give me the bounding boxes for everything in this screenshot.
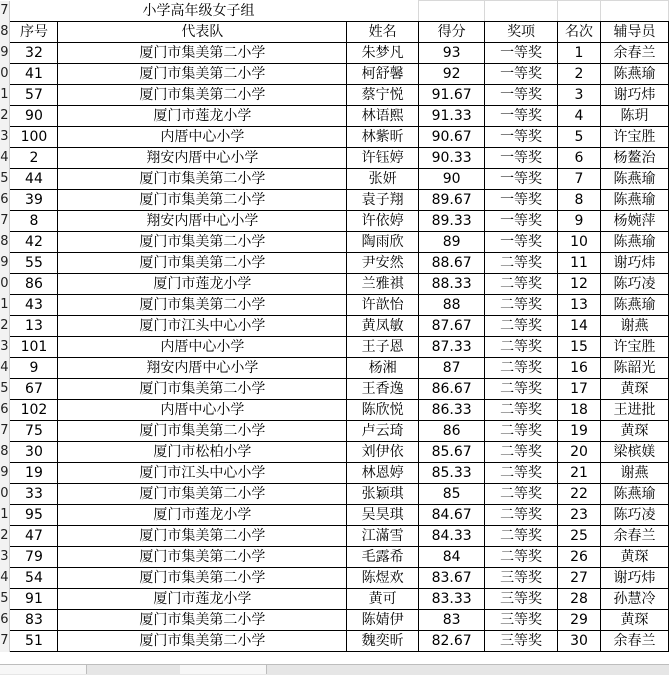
cell-score[interactable]: 91.33 [419,106,485,127]
table-row [0,211,669,232]
cell-coach[interactable]: 许宝胜 [601,337,669,358]
cell-name[interactable]: 袁子翔 [347,190,419,211]
cell-name[interactable]: 林紫昕 [347,127,419,148]
sheet-tab[interactable] [0,665,87,674]
row-number[interactable]: 7 [0,631,10,652]
row-number[interactable]: 6 [0,610,10,631]
table-row [0,106,669,127]
cell-score[interactable]: 85.33 [419,463,485,484]
sheet-tab[interactable] [180,665,267,674]
cell-award[interactable]: 三等奖 [485,589,558,610]
cell-award[interactable]: 一等奖 [485,85,558,106]
cell-score[interactable]: 84.33 [419,526,485,547]
cell-name[interactable]: 柯舒馨 [347,64,419,85]
table-row [0,316,669,337]
cell-seq[interactable]: 32 [10,43,58,64]
cell-team[interactable]: 厦门市莲龙小学 [58,589,347,610]
row-number[interactable]: 3 [0,547,10,568]
cell-award[interactable]: 三等奖 [485,631,558,652]
cell-award[interactable]: 二等奖 [485,526,558,547]
cell-team[interactable]: 厦门市江头中心小学 [58,463,347,484]
cell-score[interactable]: 86.33 [419,400,485,421]
cell-team[interactable]: 厦门市集美第二小学 [58,568,347,589]
cell-coach[interactable]: 陈燕瑜 [601,169,669,190]
cell-rank[interactable]: 17 [558,379,601,400]
table-row [0,400,669,421]
table-row [0,568,669,589]
cell-score[interactable]: 89.67 [419,190,485,211]
cell-name[interactable]: 魏奕昕 [347,631,419,652]
cell-coach[interactable]: 黄琛 [601,421,669,442]
row-number[interactable]: 8 [0,232,10,253]
cell-team[interactable]: 厦门市集美第二小学 [58,232,347,253]
cell-name[interactable]: 陈婧伊 [347,610,419,631]
cell-score[interactable]: 89 [419,232,485,253]
cell-score[interactable]: 84 [419,547,485,568]
cell-coach[interactable]: 谢巧炜 [601,568,669,589]
column-header-name[interactable]: 姓名 [347,22,419,43]
cell-seq[interactable]: 42 [10,232,58,253]
cell-coach[interactable]: 黄琛 [601,547,669,568]
cell-rank[interactable]: 19 [558,421,601,442]
cell-name[interactable]: 卢云琦 [347,421,419,442]
cell-seq[interactable]: 95 [10,505,58,526]
cell-coach[interactable]: 黄琛 [601,379,669,400]
cell-name[interactable]: 刘伊依 [347,442,419,463]
table-row [0,463,669,484]
cell-coach[interactable]: 谢燕 [601,463,669,484]
table-row [0,379,669,400]
cell-award[interactable]: 一等奖 [485,211,558,232]
cell-score[interactable]: 89.33 [419,211,485,232]
cell-score[interactable]: 87.67 [419,316,485,337]
cell-award[interactable]: 二等奖 [485,253,558,274]
row-number[interactable]: 1 [0,295,10,316]
cell-rank[interactable]: 12 [558,274,601,295]
table-row [0,190,669,211]
table-row [0,484,669,505]
cell-award[interactable]: 二等奖 [485,316,558,337]
cell-seq[interactable]: 33 [10,484,58,505]
cell-seq[interactable]: 43 [10,295,58,316]
cell-team[interactable]: 厦门市集美第二小学 [58,421,347,442]
cell-name[interactable]: 林语熙 [347,106,419,127]
table-row [0,64,669,85]
row-number[interactable]: 3 [0,127,10,148]
cell-team[interactable]: 内厝中心小学 [58,127,347,148]
cell-score[interactable]: 90 [419,169,485,190]
cell-coach[interactable]: 陈燕瑜 [601,484,669,505]
cell-coach[interactable]: 陈燕瑜 [601,232,669,253]
row-number[interactable]: 7 [0,1,10,22]
cell-rank[interactable]: 26 [558,547,601,568]
cell-seq[interactable]: 8 [10,211,58,232]
cell-team[interactable]: 厦门市集美第二小学 [58,526,347,547]
cell-team[interactable]: 厦门市集美第二小学 [58,169,347,190]
cell-seq[interactable]: 9 [10,358,58,379]
cell-award[interactable]: 一等奖 [485,64,558,85]
cell-team[interactable]: 厦门市集美第二小学 [58,547,347,568]
cell-coach[interactable]: 杨婉萍 [601,211,669,232]
cell-score[interactable]: 86 [419,421,485,442]
cell-rank[interactable]: 29 [558,610,601,631]
cell-team[interactable]: 厦门市莲龙小学 [58,106,347,127]
cell-name[interactable]: 尹安然 [347,253,419,274]
cell-score[interactable]: 93 [419,43,485,64]
cell-award[interactable]: 三等奖 [485,568,558,589]
cell-score[interactable]: 85 [419,484,485,505]
cell-team[interactable]: 厦门市集美第二小学 [58,85,347,106]
cell-rank[interactable]: 14 [558,316,601,337]
cell-name[interactable]: 陶雨欣 [347,232,419,253]
cell-seq[interactable]: 13 [10,316,58,337]
cell-name[interactable]: 陈欣悦 [347,400,419,421]
cell-seq[interactable]: 2 [10,148,58,169]
cell-award[interactable]: 三等奖 [485,610,558,631]
cell-rank[interactable]: 18 [558,400,601,421]
table-row [0,337,669,358]
cell-coach[interactable]: 陈燕瑜 [601,64,669,85]
cell-seq[interactable]: 55 [10,253,58,274]
cell-score[interactable]: 85.67 [419,442,485,463]
cell-score[interactable]: 90.33 [419,148,485,169]
cell-seq[interactable]: 86 [10,274,58,295]
cell-name[interactable]: 陈煜欢 [347,568,419,589]
cell-team[interactable]: 厦门市集美第二小学 [58,631,347,652]
cell-seq[interactable]: 47 [10,526,58,547]
cell-rank[interactable]: 6 [558,148,601,169]
row-number[interactable]: 9 [0,463,10,484]
cell-team[interactable]: 翔安内厝中心小学 [58,358,347,379]
cell-coach[interactable]: 黄琛 [601,610,669,631]
cell-award[interactable]: 一等奖 [485,232,558,253]
cell-rank[interactable]: 25 [558,526,601,547]
row-number[interactable]: 3 [0,337,10,358]
cell-award[interactable]: 一等奖 [485,190,558,211]
row-number[interactable]: 5 [0,589,10,610]
cell-seq[interactable]: 83 [10,610,58,631]
cell-rank[interactable]: 22 [558,484,601,505]
cell-seq[interactable]: 100 [10,127,58,148]
empty-cell[interactable] [419,1,485,22]
cell-rank[interactable]: 28 [558,589,601,610]
table-row [0,169,669,190]
cell-award[interactable]: 二等奖 [485,337,558,358]
cell-rank[interactable]: 21 [558,463,601,484]
cell-score[interactable]: 82.67 [419,631,485,652]
column-header-score[interactable]: 得分 [419,22,485,43]
cell-team[interactable]: 厦门市集美第二小学 [58,610,347,631]
row-number[interactable]: 2 [0,526,10,547]
cell-seq[interactable]: 67 [10,379,58,400]
row-number[interactable]: 0 [0,484,10,505]
cell-seq[interactable]: 30 [10,442,58,463]
row-number[interactable]: 1 [0,85,10,106]
cell-team[interactable]: 内厝中心小学 [58,400,347,421]
table-row [0,295,669,316]
column-header-award[interactable]: 奖项 [485,22,558,43]
cell-rank[interactable]: 13 [558,295,601,316]
row-number[interactable]: 0 [0,64,10,85]
cell-score[interactable]: 83.67 [419,568,485,589]
cell-team[interactable]: 厦门市集美第二小学 [58,295,347,316]
cell-score[interactable]: 87 [419,358,485,379]
table-row [0,589,669,610]
row-number[interactable]: 8 [0,22,10,43]
cell-coach[interactable]: 谢巧炜 [601,85,669,106]
column-header-rank[interactable]: 名次 [558,22,601,43]
cell-score[interactable]: 90.67 [419,127,485,148]
cell-name[interactable]: 毛露希 [347,547,419,568]
table-row [0,232,669,253]
table-row [0,505,669,526]
cell-seq[interactable]: 90 [10,106,58,127]
cell-name[interactable]: 江滿雪 [347,526,419,547]
cell-seq[interactable]: 57 [10,85,58,106]
cell-name[interactable]: 许歆怡 [347,295,419,316]
cell-seq[interactable]: 41 [10,64,58,85]
cell-coach[interactable]: 孙慧冷 [601,589,669,610]
cell-name[interactable]: 黄凤敏 [347,316,419,337]
cell-seq[interactable]: 54 [10,568,58,589]
row-number[interactable]: 6 [0,400,10,421]
cell-coach[interactable]: 梁槟媄 [601,442,669,463]
cell-name[interactable]: 王香逸 [347,379,419,400]
cell-award[interactable]: 二等奖 [485,274,558,295]
cell-name[interactable]: 张妍 [347,169,419,190]
table-row [0,421,669,442]
cell-award[interactable]: 一等奖 [485,169,558,190]
cell-coach[interactable]: 余春兰 [601,631,669,652]
cell-name[interactable]: 兰雅祺 [347,274,419,295]
cell-score[interactable]: 83.33 [419,589,485,610]
row-number[interactable]: 5 [0,169,10,190]
cell-award[interactable]: 二等奖 [485,484,558,505]
cell-rank[interactable]: 27 [558,568,601,589]
cell-name[interactable]: 许依婷 [347,211,419,232]
cell-coach[interactable]: 陈巧凌 [601,274,669,295]
cell-rank[interactable]: 3 [558,85,601,106]
header-row [0,22,669,43]
table-row [0,148,669,169]
cell-score[interactable]: 87.33 [419,337,485,358]
cell-award[interactable]: 二等奖 [485,379,558,400]
cell-seq[interactable]: 19 [10,463,58,484]
table-row [0,274,669,295]
table-row [0,610,669,631]
cell-coach[interactable]: 陈巧凌 [601,505,669,526]
table-row [0,127,669,148]
cell-seq[interactable]: 79 [10,547,58,568]
cell-award[interactable]: 二等奖 [485,400,558,421]
cell-seq[interactable]: 91 [10,589,58,610]
title-row [0,1,669,22]
sheet-tab-bar [0,664,669,675]
cell-team[interactable]: 厦门市集美第二小学 [58,64,347,85]
row-number[interactable]: 9 [0,43,10,64]
cell-coach[interactable]: 谢巧炜 [601,253,669,274]
cell-coach[interactable]: 余春兰 [601,43,669,64]
table-row [0,631,669,652]
table-row [0,43,669,64]
cell-score[interactable]: 86.67 [419,379,485,400]
column-header-team[interactable]: 代表队 [58,22,347,43]
cell-rank[interactable]: 16 [558,358,601,379]
cell-team[interactable]: 厦门市集美第二小学 [58,43,347,64]
table-row [0,526,669,547]
empty-cell[interactable] [485,1,558,22]
row-number[interactable]: 0 [0,274,10,295]
cell-coach[interactable]: 陈燕瑜 [601,190,669,211]
cell-award[interactable]: 二等奖 [485,421,558,442]
row-number[interactable]: 4 [0,148,10,169]
cell-team[interactable]: 厦门市松柏小学 [58,442,347,463]
row-number[interactable]: 5 [0,379,10,400]
cell-seq[interactable]: 101 [10,337,58,358]
cell-rank[interactable]: 2 [558,64,601,85]
table-row [0,358,669,379]
cell-score[interactable]: 88.67 [419,253,485,274]
cell-score[interactable]: 92 [419,64,485,85]
cell-award[interactable]: 一等奖 [485,127,558,148]
cell-coach[interactable]: 杨鳌治 [601,148,669,169]
cell-award[interactable]: 二等奖 [485,358,558,379]
row-number[interactable]: 4 [0,358,10,379]
cell-coach[interactable]: 陈玥 [601,106,669,127]
cell-seq[interactable]: 102 [10,400,58,421]
cell-rank[interactable]: 11 [558,253,601,274]
row-number[interactable]: 4 [0,568,10,589]
cell-award[interactable]: 一等奖 [485,106,558,127]
row-number[interactable]: 2 [0,316,10,337]
cell-rank[interactable]: 20 [558,442,601,463]
row-number[interactable]: 1 [0,505,10,526]
cell-seq[interactable]: 75 [10,421,58,442]
cell-name[interactable]: 黄可 [347,589,419,610]
cell-award[interactable]: 一等奖 [485,148,558,169]
table-row [0,547,669,568]
cell-rank[interactable]: 7 [558,169,601,190]
cell-team[interactable]: 厦门市莲龙小学 [58,505,347,526]
cell-rank[interactable]: 15 [558,337,601,358]
cell-name[interactable]: 蔡宁悦 [347,85,419,106]
cell-coach[interactable]: 谢燕 [601,316,669,337]
cell-name[interactable]: 王子恩 [347,337,419,358]
cell-team[interactable]: 翔安内厝中心小学 [58,211,347,232]
cell-team[interactable]: 厦门市江头中心小学 [58,316,347,337]
cell-name[interactable]: 朱梦凡 [347,43,419,64]
cell-team[interactable]: 内厝中心小学 [58,337,347,358]
cell-rank[interactable]: 10 [558,232,601,253]
cell-award[interactable]: 一等奖 [485,43,558,64]
table-row [0,442,669,463]
cell-name[interactable]: 张颖琪 [347,484,419,505]
cell-coach[interactable]: 许宝胜 [601,127,669,148]
row-number[interactable]: 8 [0,442,10,463]
cell-seq[interactable]: 44 [10,169,58,190]
column-header-coach[interactable]: 辅导员 [601,22,669,43]
cell-rank[interactable]: 9 [558,211,601,232]
column-header-seq[interactable]: 序号 [10,22,58,43]
cell-team[interactable]: 厦门市莲龙小学 [58,274,347,295]
cell-award[interactable]: 二等奖 [485,442,558,463]
cell-score[interactable]: 84.67 [419,505,485,526]
cell-award[interactable]: 二等奖 [485,295,558,316]
cell-score[interactable]: 91.67 [419,85,485,106]
cell-team[interactable]: 厦门市集美第二小学 [58,379,347,400]
cell-team[interactable]: 厦门市集美第二小学 [58,484,347,505]
cell-seq[interactable]: 51 [10,631,58,652]
cell-team[interactable]: 翔安内厝中心小学 [58,148,347,169]
cell-rank[interactable]: 23 [558,505,601,526]
cell-coach[interactable]: 余春兰 [601,526,669,547]
cell-team[interactable]: 厦门市集美第二小学 [58,190,347,211]
cell-name[interactable]: 杨湘 [347,358,419,379]
cell-score[interactable]: 88.33 [419,274,485,295]
cell-seq[interactable]: 39 [10,190,58,211]
cell-score[interactable]: 83 [419,610,485,631]
cell-award[interactable]: 二等奖 [485,505,558,526]
row-number[interactable]: 2 [0,106,10,127]
table-row [0,253,669,274]
row-number[interactable]: 7 [0,211,10,232]
cell-name[interactable]: 许钰婷 [347,148,419,169]
cell-award[interactable]: 二等奖 [485,463,558,484]
empty-cell[interactable] [558,1,601,22]
cell-coach[interactable]: 陈韶光 [601,358,669,379]
row-number[interactable]: 9 [0,253,10,274]
row-number[interactable]: 7 [0,421,10,442]
cell-coach[interactable]: 王进批 [601,400,669,421]
cell-rank[interactable]: 8 [558,190,601,211]
cell-rank[interactable]: 5 [558,127,601,148]
cell-score[interactable]: 88 [419,295,485,316]
sheet-title-cell[interactable]: 小学高年级女子组 [10,1,419,22]
cell-award[interactable]: 二等奖 [485,547,558,568]
cell-name[interactable]: 林恩婷 [347,463,419,484]
cell-team[interactable]: 厦门市集美第二小学 [58,253,347,274]
row-number[interactable]: 6 [0,190,10,211]
cell-rank[interactable]: 1 [558,43,601,64]
cell-name[interactable]: 吴昊琪 [347,505,419,526]
table-row [0,85,669,106]
cell-coach[interactable]: 陈燕瑜 [601,295,669,316]
cell-rank[interactable]: 30 [558,631,601,652]
empty-cell[interactable] [601,1,669,22]
cell-rank[interactable]: 4 [558,106,601,127]
